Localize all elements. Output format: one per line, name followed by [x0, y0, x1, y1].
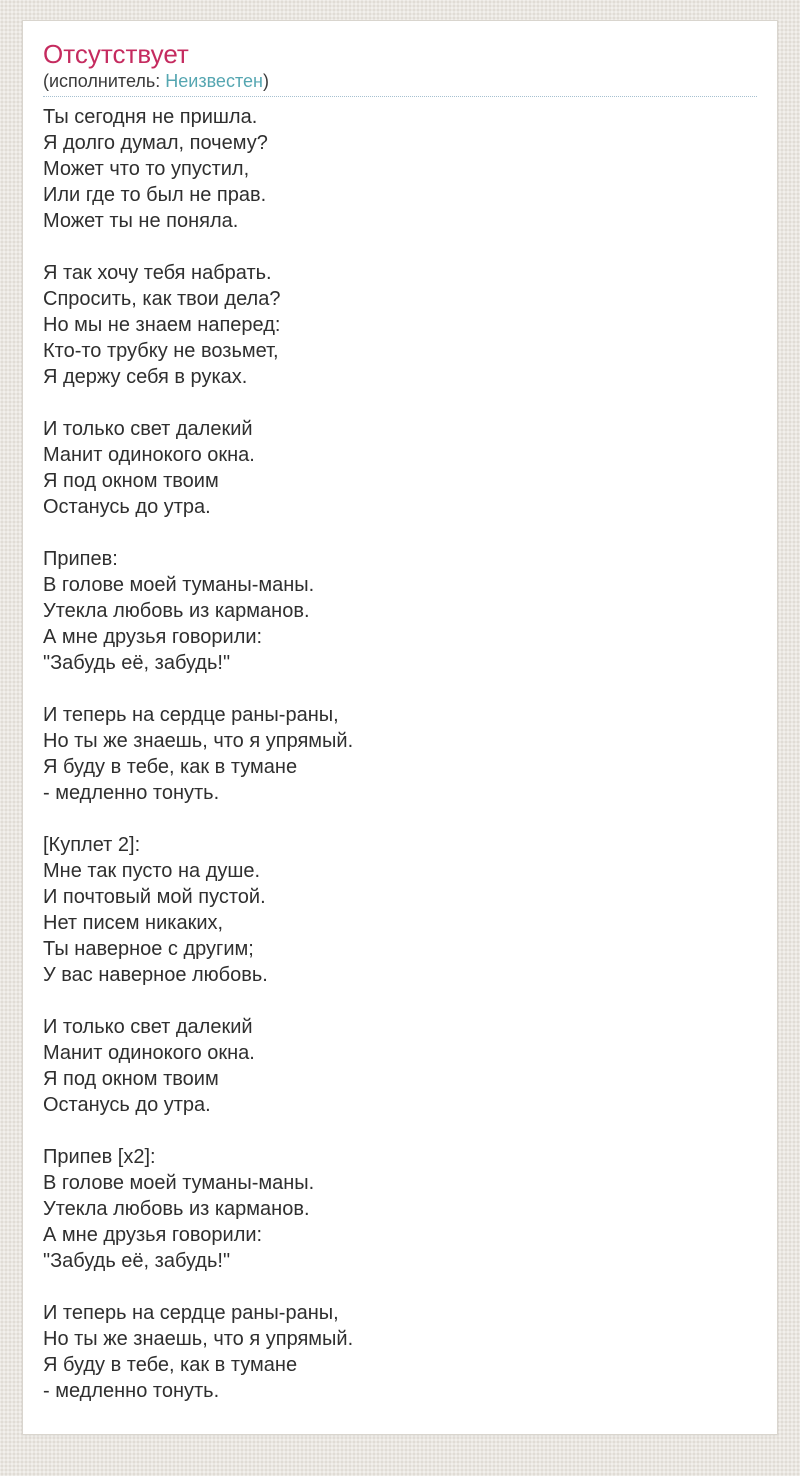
- lyric-line: У вас наверное любовь.: [43, 964, 268, 986]
- lyric-line: Может ты не поняла.: [43, 210, 239, 232]
- lyric-line: Манит одинокого окна.: [43, 1042, 255, 1064]
- lyric-line: Кто-то трубку не возьмет,: [43, 340, 279, 362]
- stanza: [43, 104, 757, 234]
- artist-link[interactable]: Неизвестен: [165, 71, 263, 91]
- lyric-line: Я так хочу тебя набрать.: [43, 262, 272, 284]
- lyric-line: И почтовый мой пустой.: [43, 886, 266, 908]
- lyric-line: Я под окном твоим: [43, 470, 219, 492]
- stanza: [43, 702, 757, 806]
- lyric-line: И теперь на сердце раны-раны,: [43, 704, 339, 726]
- lyric-line: Останусь до утра.: [43, 1094, 211, 1116]
- lyric-line: Я буду в тебе, как в тумане: [43, 1354, 298, 1376]
- lyric-line: Спросить, как твои дела?: [43, 288, 281, 310]
- lyric-line: "Забудь её, забудь!": [43, 1250, 231, 1272]
- lyric-line: Ты наверное с другим;: [43, 938, 254, 960]
- lyric-line: И только свет далекий: [43, 1016, 253, 1038]
- lyric-line: В голове моей туманы-маны.: [43, 574, 315, 596]
- lyrics: [43, 104, 757, 1404]
- stanza: [43, 416, 757, 520]
- artist-row: [43, 70, 757, 97]
- artist-label-suffix: ): [262, 71, 269, 91]
- lyric-line: Останусь до утра.: [43, 496, 211, 518]
- lyric-line: Ты сегодня не пришла.: [43, 106, 258, 128]
- lyric-line: Манит одинокого окна.: [43, 444, 255, 466]
- stanza: [43, 1144, 757, 1274]
- lyric-line: А мне друзья говорили:: [43, 1224, 263, 1246]
- lyric-line: Утекла любовь из карманов.: [43, 600, 310, 622]
- lyric-line: Я буду в тебе, как в тумане: [43, 756, 298, 778]
- lyrics-card: [22, 20, 778, 1435]
- lyric-line: Я держу себя в руках.: [43, 366, 248, 388]
- lyric-line: И теперь на сердце раны-раны,: [43, 1302, 339, 1324]
- page-background: [0, 20, 800, 1476]
- lyric-line: [Куплет 2]:: [43, 834, 141, 856]
- stanza: [43, 546, 757, 676]
- lyric-line: Я под окном твоим: [43, 1068, 219, 1090]
- lyric-line: Я долго думал, почему?: [43, 132, 268, 154]
- lyric-line: И только свет далекий: [43, 418, 253, 440]
- lyric-line: Нет писем никаких,: [43, 912, 224, 934]
- song-title: Отсутствует: [43, 39, 189, 69]
- lyric-line: А мне друзья говорили:: [43, 626, 263, 648]
- stanza: [43, 260, 757, 390]
- lyric-line: В голове моей туманы-маны.: [43, 1172, 315, 1194]
- lyric-line: Но ты же знаешь, что я упрямый.: [43, 730, 354, 752]
- lyric-line: Но ты же знаешь, что я упрямый.: [43, 1328, 354, 1350]
- lyric-line: - медленно тонуть.: [43, 782, 220, 804]
- stanza: [43, 1014, 757, 1118]
- lyric-line: Или где то был не прав.: [43, 184, 267, 206]
- lyric-line: Мне так пусто на душе.: [43, 860, 261, 882]
- lyric-line: Может что то упустил,: [43, 158, 250, 180]
- lyric-line: Припев [x2]:: [43, 1146, 156, 1168]
- lyric-line: Припев:: [43, 548, 118, 570]
- lyric-line: Утекла любовь из карманов.: [43, 1198, 310, 1220]
- stanza: [43, 832, 757, 988]
- stanza: [43, 1300, 757, 1404]
- lyric-line: Но мы не знаем наперед:: [43, 314, 281, 336]
- artist-label-prefix: (исполнитель:: [43, 71, 166, 91]
- lyric-line: "Забудь её, забудь!": [43, 652, 231, 674]
- lyric-line: - медленно тонуть.: [43, 1380, 220, 1402]
